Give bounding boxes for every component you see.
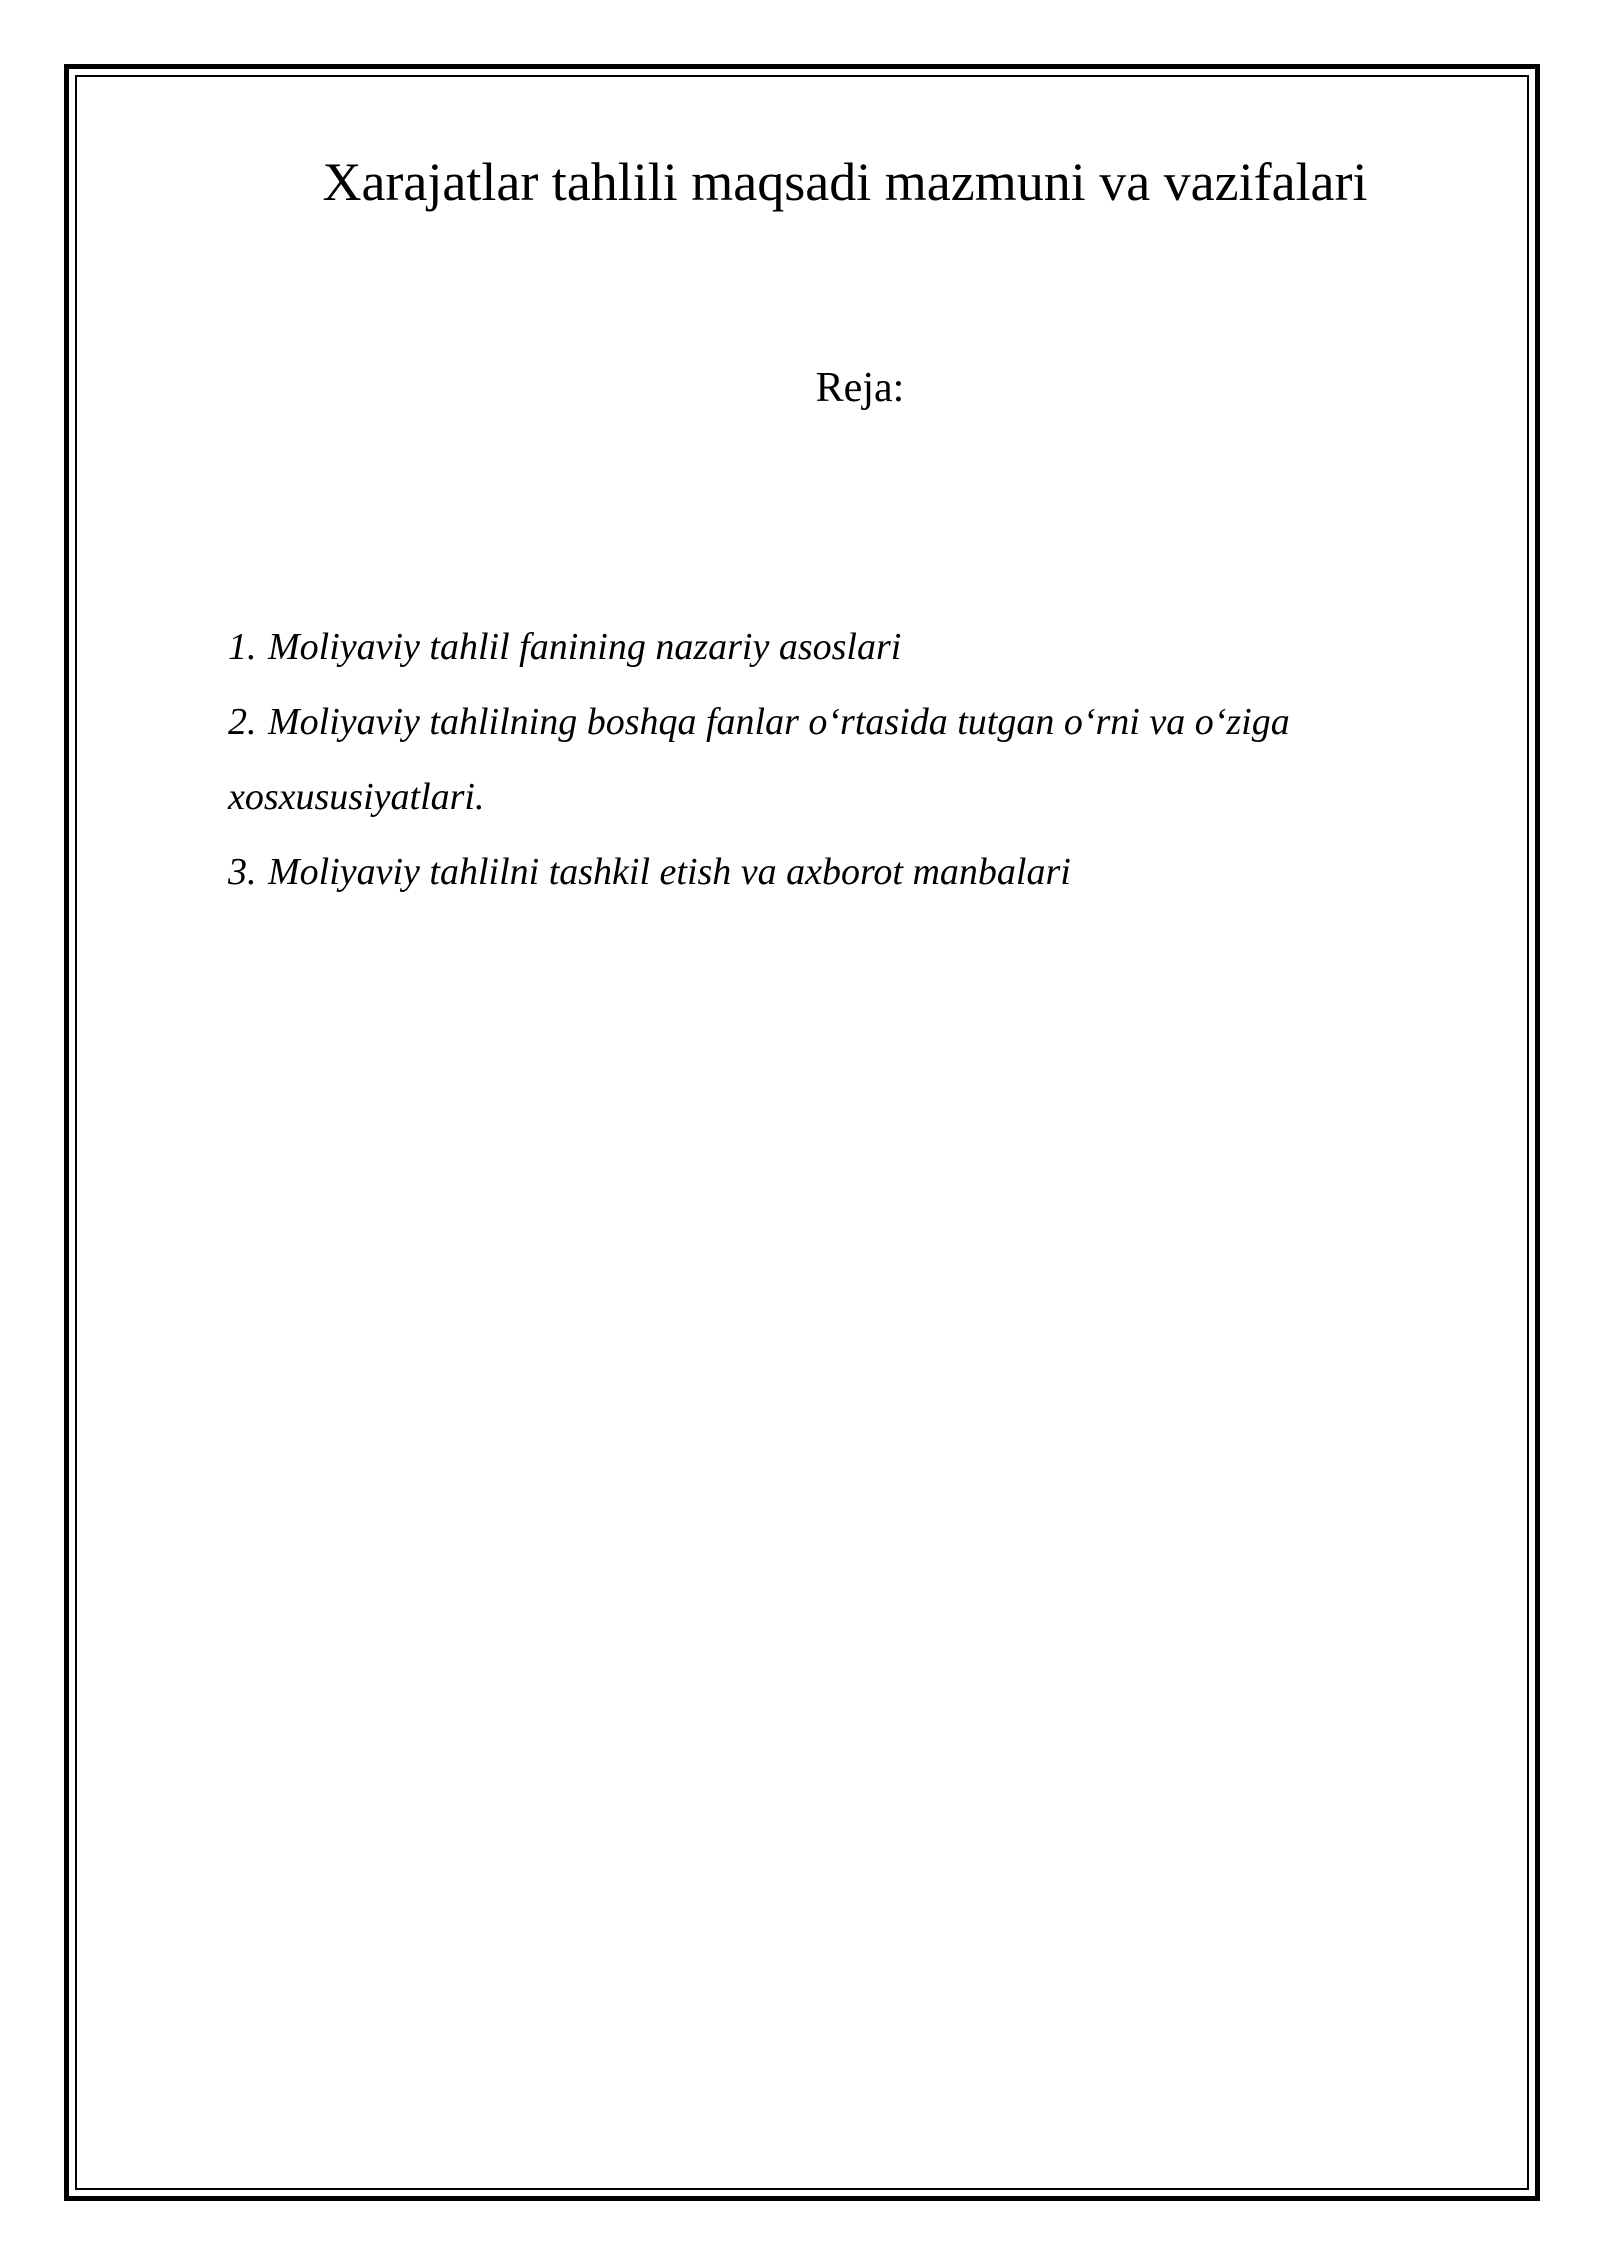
plan-list (228, 610, 1448, 910)
plan-item-text: Moliyaviy tahlil fanining nazariy asoslari (268, 626, 902, 668)
plan-item-number: 1. (228, 626, 257, 668)
plan-item-1 (228, 610, 1448, 685)
plan-item-text: Moliyaviy tahlilni tashkil etish va axborot manbalari (268, 851, 1071, 893)
plan-item-2 (228, 685, 1448, 835)
plan-heading: Reja: (815, 365, 905, 411)
document-title: Xarajatlar tahlili maqsadi mazmuni va vazifalari (322, 152, 1368, 212)
plan-item-3 (228, 835, 1448, 910)
plan-item-text: Moliyaviy tahlilning boshqa fanlar o‘rtasida tutgan o‘rni va o‘ziga xosxususiyatlari. (228, 701, 1290, 818)
plan-item-number: 2. (228, 701, 257, 743)
plan-item-number: 3. (228, 851, 257, 893)
